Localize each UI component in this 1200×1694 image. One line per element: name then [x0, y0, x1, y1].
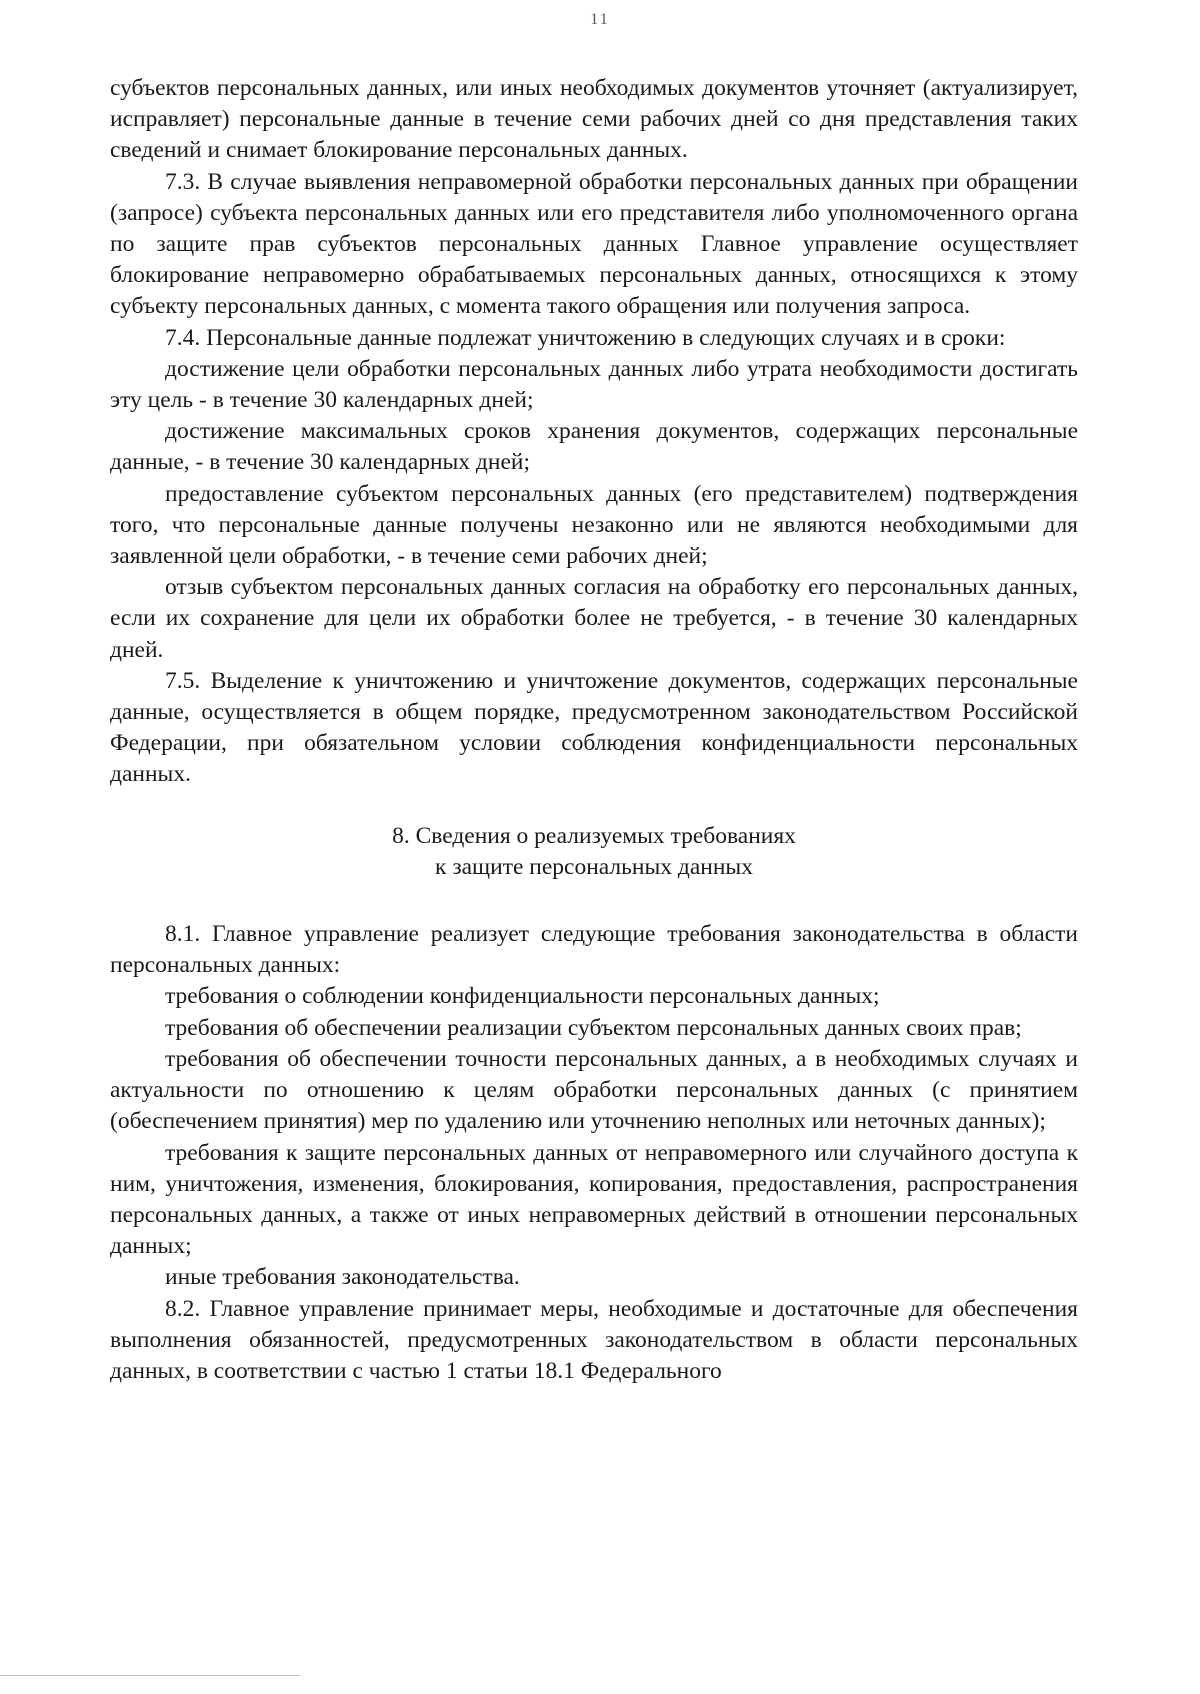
page-number: 11: [590, 11, 610, 28]
document-body: [110, 73, 1078, 1387]
paragraph-7-3: 7.3. В случае выявления неправомерной обработки персональных данных при обращении (запросе) субъекта персональных данных или его представителя либо уполномоченного органа по защите прав субъектов персональных данных Главное управление осуществляет блокирование неправомерно обрабатываемых персональных данных, относящихся к этому субъекту персональных данных, с момента такого обращения или получения запроса.: [110, 168, 1078, 320]
list-item-7-4-c: предоставление субъектом персональных данных (его представителем) подтверждения того, что персональные данные получены незаконно или не являются необходимыми для заявленной цели обработки, - в течение семи рабочих дней;: [110, 480, 1078, 570]
paragraph-8-1: 8.1. Главное управление реализует следующие требования законодательства в области персональных данных:: [110, 921, 1078, 979]
list-item-7-4-b: достижение максимальных сроков хранения документов, содержащих персональные данные, - в течение 30 календарных дней;: [110, 418, 1078, 476]
paragraph-continuation: субъектов персональных данных, или иных необходимых документов уточняет (актуализирует, исправляет) персональные данные в течение семи рабочих дней со дня представления таких сведений и снимает блокирование персональных данных.: [110, 75, 1078, 164]
section-heading-line-2: к защите персональных данных: [435, 853, 753, 880]
section-heading-line-1: 8. Сведения о реализуемых требованиях: [392, 822, 796, 849]
paragraph-7-5: 7.5. Выделение к уничтожению и уничтожение документов, содержащих персональные данные, осуществляется в общем порядке, предусмотренном законодательством Российской Федерации, при обязательном условии соблюдения конфиденциальности персональных данных.: [110, 667, 1078, 788]
section-heading: [110, 821, 1078, 883]
list-item-8-1-b: требования об обеспечении реализации субъектом персональных данных своих прав;: [165, 1014, 1022, 1041]
list-item-7-4-d: отзыв субъектом персональных данных согласия на обработку его персональных данных, если их сохранение для цели их обработки более не требуется, - в течение 30 календарных дней.: [110, 574, 1078, 663]
paragraph-8-2: 8.2. Главное управление принимает меры, необходимые и достаточные для обеспечения выполнения обязанностей, предусмотренных законодательством в области персональных данных, в соответствии с частью 1 статьи 18.1 Федерального: [110, 1295, 1078, 1384]
list-item-8-1-d: требования к защите персональных данных от неправомерного или случайного доступа к ним, уничтожения, изменения, блокирования, копирования, предоставления, распространения персональных данных, а также от иных неправомерных действий в отношении персональных данных;: [110, 1139, 1078, 1260]
paragraph-7-4: 7.4. Персональные данные подлежат уничтожению в следующих случаях и в сроки:: [165, 324, 1006, 351]
list-item-7-4-a: достижение цели обработки персональных данных либо утрата необходимости достигать эту цель - в течение 30 календарных дней;: [110, 355, 1078, 414]
list-item-8-1-c: требования об обеспечении точности персональных данных, а в необходимых случаях и актуальности по отношению к целям обработки персональных данных (с принятием (обеспечением принятия) мер по удалению или уточнению неполных или неточных данных);: [110, 1045, 1078, 1135]
list-item-8-1-a: требования о соблюдении конфиденциальности персональных данных;: [165, 983, 880, 1010]
scan-edge-line: [0, 1675, 300, 1679]
list-item-8-1-e: иные требования законодательства.: [165, 1264, 520, 1291]
